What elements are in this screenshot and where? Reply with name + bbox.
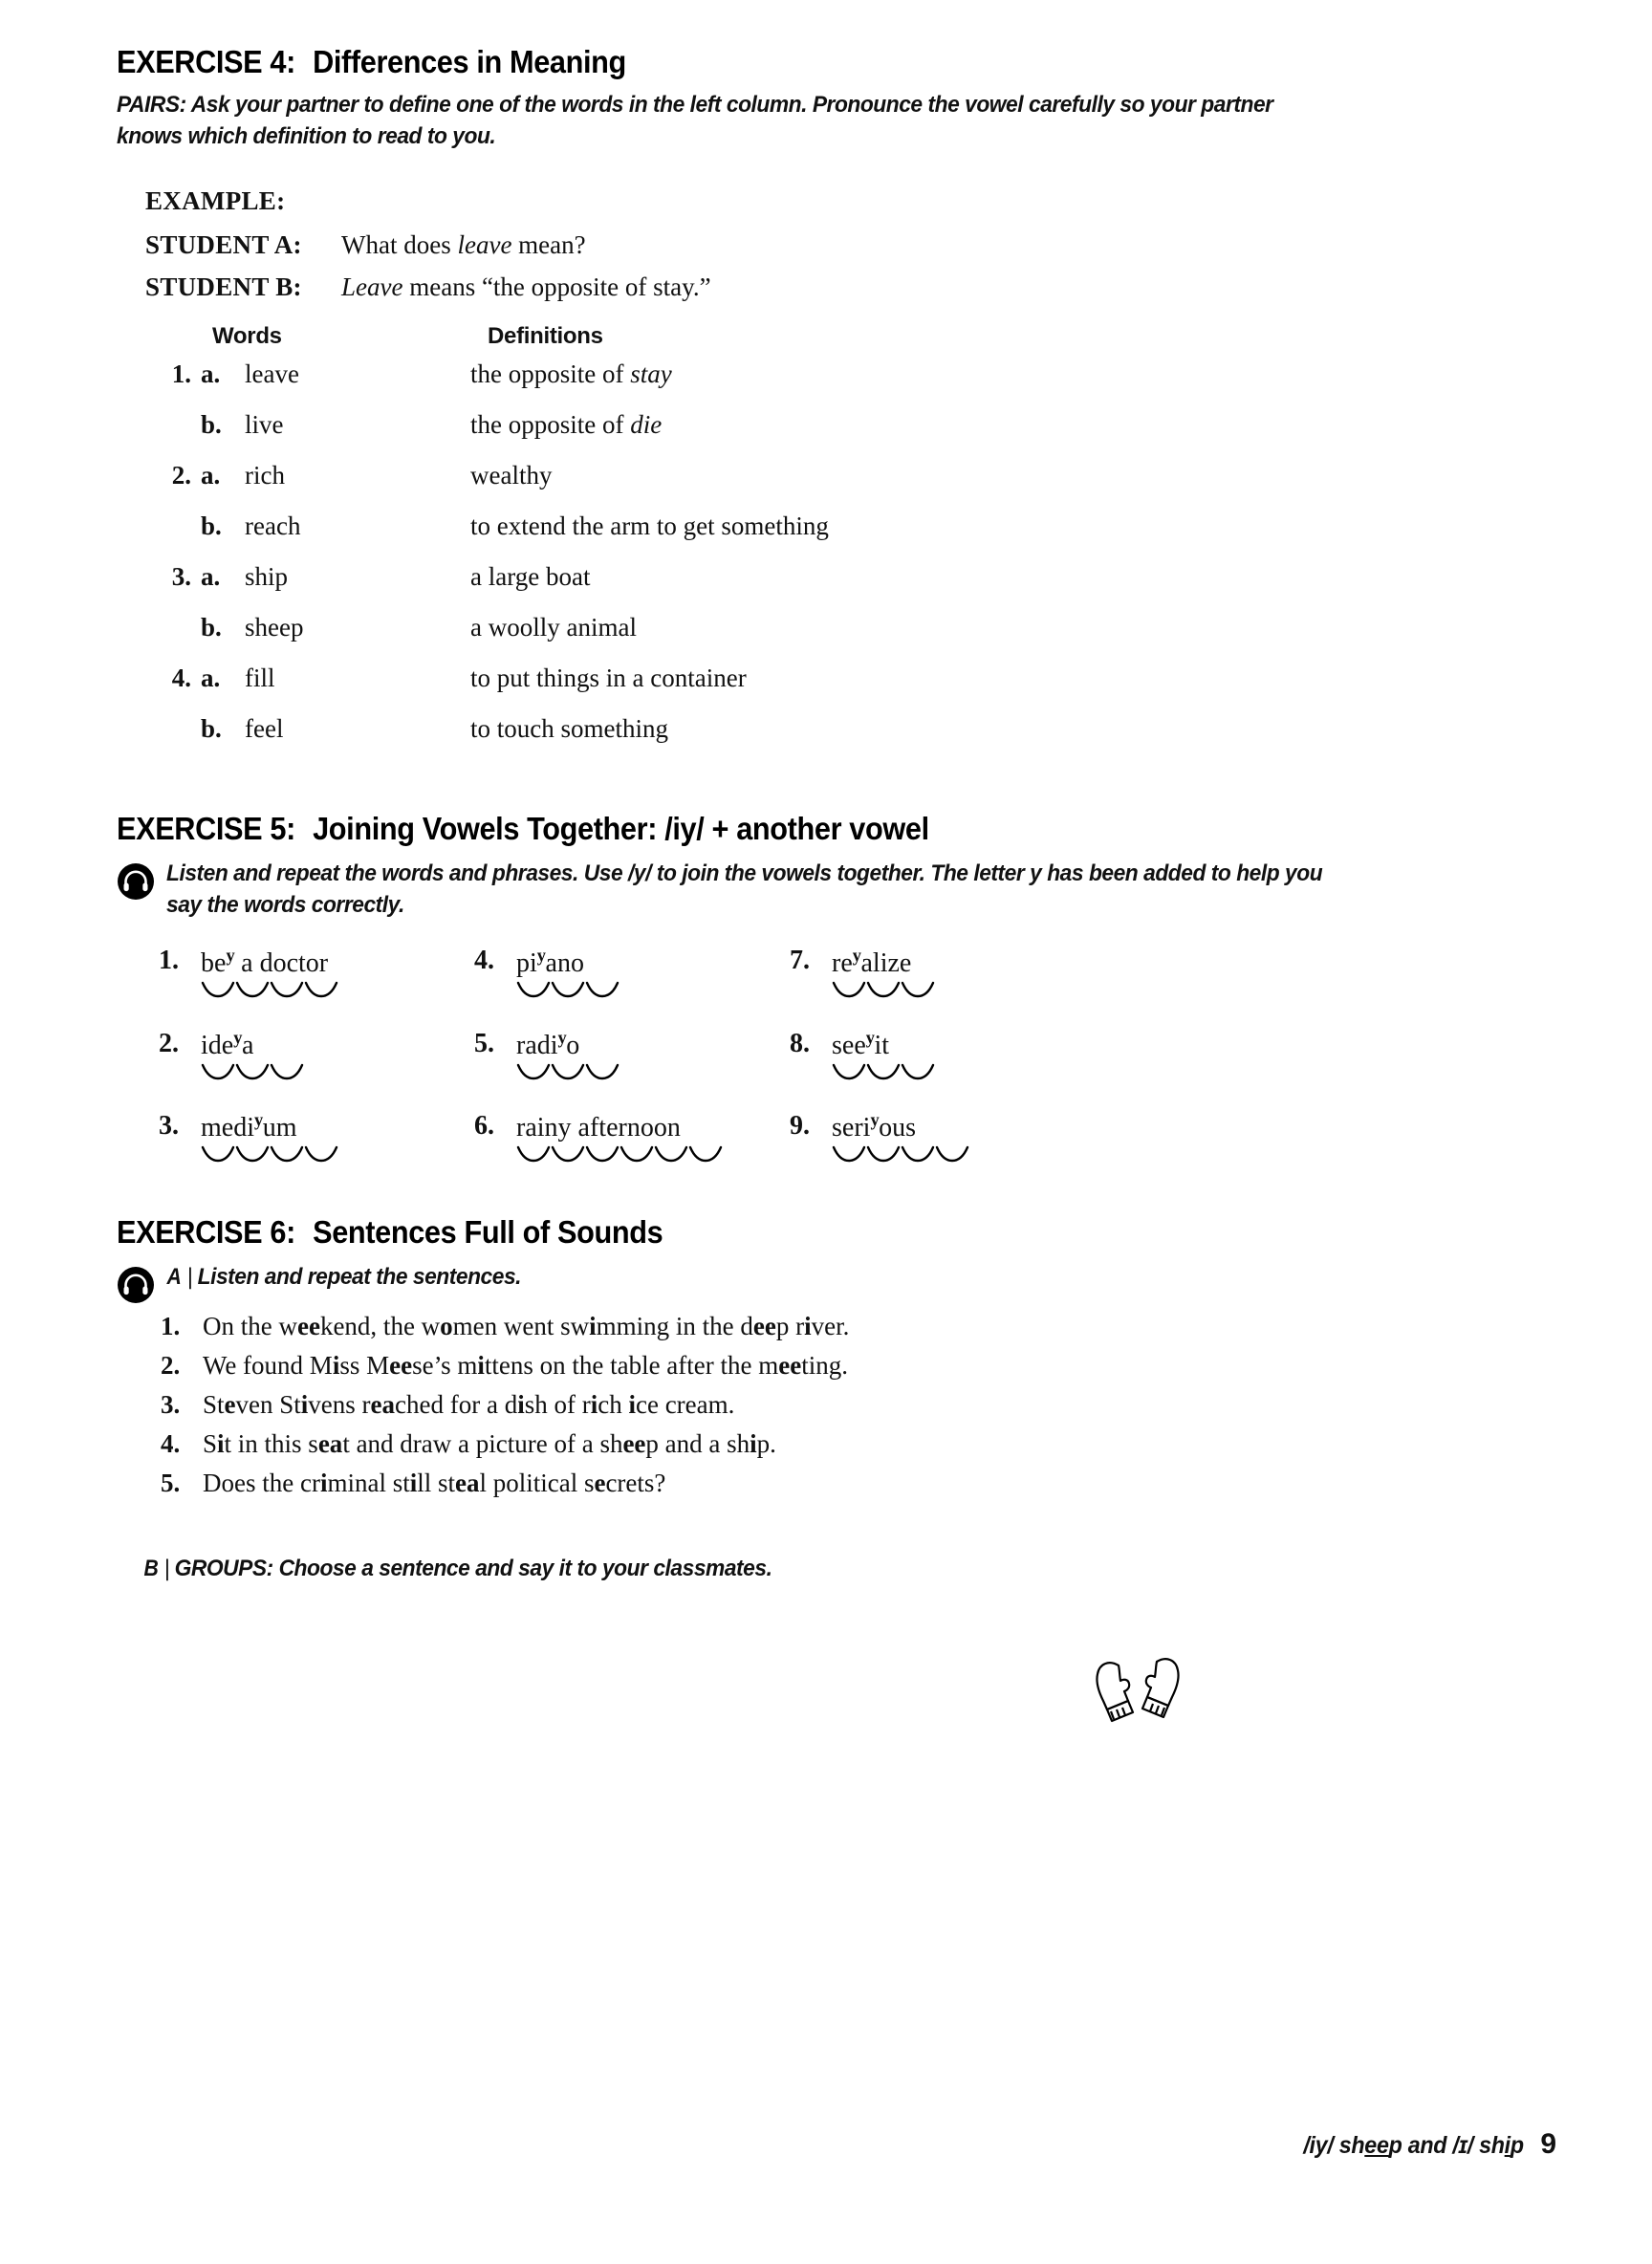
mittens-illustration [1090,1652,1190,1738]
table-row [145,410,1556,440]
row-letter: a. [201,461,221,490]
linking-arcs-icon [516,1063,623,1082]
dialog-row-student-b [145,272,1556,302]
table-row [145,664,1556,693]
table-row [145,714,1556,744]
linking-arcs-icon [832,981,939,1000]
item-number: 9. [790,1110,810,1141]
row-definition: the opposite of die [470,410,663,440]
dialog-line-text: Leave means “the opposite of stay.” [341,272,711,302]
linking-word [832,1029,889,1082]
row-definition: to extend the arm to get something [470,512,829,541]
linking-word-text: seri$^y$ous [832,1110,917,1143]
list-item [790,946,1105,999]
row-definition: to touch something [470,714,668,744]
exercise-6-heading-prefix: EXERCISE 6: [117,1214,295,1251]
exercise-4-heading-prefix: EXERCISE 4: [117,44,295,79]
row-number: 2. [171,461,191,490]
row-definition: a woolly animal [470,613,637,642]
item-number: 7. [790,946,810,976]
exercise-4-heading [117,44,1456,80]
linking-word-text: ide$^y$a [201,1028,254,1060]
row-letter: b. [201,613,222,642]
row-definition: a large boat [470,562,591,592]
dialog-speaker-label: STUDENT B: [145,272,302,302]
linking-arcs-icon [516,981,623,1000]
row-word: rich [245,461,285,490]
row-word: live [245,410,284,440]
exercise-6-part-b-block [143,1554,1556,1585]
list-item [159,1111,474,1165]
row-number: 3. [171,562,191,592]
list-item [161,1351,1556,1381]
list-item [159,1029,474,1082]
linking-word [832,1111,916,1165]
linking-word-text: radi$^y$o [516,1028,580,1060]
row-letter: b. [201,410,222,440]
table-row [145,461,1556,490]
linking-word [516,1111,681,1165]
exercise-6-part-b-line: B | GROUPS: Choose a sentence and say it to your classmates. [143,1554,772,1585]
item-number: 1. [159,946,179,976]
headphone-icon [117,862,155,901]
sentence-text: Steven Stivens reached for a dish of rich ice cream. [203,1390,735,1420]
list-item [161,1429,1556,1459]
item-number: 3. [159,1110,179,1141]
table-row [145,512,1556,541]
linking-word-text: $be^y$ a doctor [201,946,329,978]
exercise-5-linking-grid [159,946,1556,1165]
row-word: feel [245,714,284,744]
page-footer [1287,2128,1556,2161]
part-b-instruction: GROUPS: Choose a sentence and say it to your classmates. [174,1556,772,1582]
exercise-5-heading-prefix: EXERCISE 5: [117,811,295,847]
linking-word-text: $pi^yano$ [516,946,584,978]
linking-word-text: see$^y$it [832,1028,890,1060]
words-definitions-list [145,359,1556,744]
row-word: leave [245,359,299,389]
exercise-4-heading-title: Differences in Meaning [313,44,626,79]
list-item [790,1111,1105,1165]
linking-arcs-icon [516,1145,727,1165]
linking-word [201,1111,297,1165]
dialog-line-text: What does leave mean? [341,230,586,260]
dialog-speaker-label: STUDENT A: [145,230,302,260]
linking-word [516,946,584,999]
exercise-5-heading [117,811,1456,847]
page-number: 9 [1540,2128,1556,2160]
linking-word [832,946,911,999]
item-number: 4. [161,1429,181,1459]
list-item [159,946,474,999]
item-number: 3. [161,1390,181,1420]
list-item [790,1029,1105,1082]
item-number: 5. [474,1028,494,1058]
sentence-text: Does the criminal still steal political secrets? [203,1469,666,1498]
exercise-5-instruction: Listen and repeat the words and phrases. Use /y/ to join the vowels together. The letter y has been added to help you say the words correctly. [166,860,1323,918]
row-letter: a. [201,664,221,693]
table-row [145,562,1556,592]
exercise-4-instruction: PAIRS: Ask your partner to define one of the words in the left column. Pronounce the vowel carefully so your partner knows which definition to read to you. [117,92,1273,149]
linking-word [201,946,328,999]
item-number: 6. [474,1110,494,1141]
item-number: 1. [161,1312,181,1341]
linking-word-text: rainy afternoon [516,1113,681,1143]
list-item [161,1312,1556,1341]
dialog-row-student-a [145,230,1556,260]
list-item [474,1111,790,1165]
sentence-text: On the weekend, the women went swimming in the deep river. [203,1312,850,1341]
words-definitions-column-headers [145,323,1556,350]
exercise-6-part-a-line: A | Listen and repeat the sentences. [166,1262,521,1294]
linking-word-text: medi$^y$um [201,1110,297,1143]
exercise-4-example-block [145,186,1556,744]
column-header-words: Words [212,323,282,350]
row-word: fill [245,664,275,693]
row-definition: to put things in a container [470,664,747,693]
item-number: 8. [790,1028,810,1058]
row-letter: a. [201,562,221,592]
linking-arcs-icon [201,1063,308,1082]
example-label: EXAMPLE: [145,186,286,216]
item-number: 4. [474,946,494,976]
sentence-text: We found Miss Meese’s mittens on the table after the meeting. [203,1351,848,1381]
exercise-5-heading-title: Joining Vowels Together: /iy/ + another vowel [313,811,929,847]
sentence-text: Sit in this seat and draw a picture of a sheep and a ship. [203,1429,776,1459]
row-letter: b. [201,512,222,541]
linking-word [201,1029,253,1082]
item-number: 2. [159,1028,179,1058]
table-row [145,613,1556,642]
dialog-italic-word: Leave [341,272,403,302]
item-number: 5. [161,1469,181,1498]
exercise-6-heading-title: Sentences Full of Sounds [313,1214,663,1251]
row-letter: b. [201,714,222,744]
list-item [474,1029,790,1082]
list-item [161,1469,1556,1498]
headphone-icon [117,1266,155,1304]
dialog-italic-word: leave [457,230,512,260]
list-item [161,1390,1556,1420]
row-number: 1. [171,359,191,389]
linking-arcs-icon [201,981,342,1000]
exercise-5-instruction-block [117,857,1556,921]
linking-word-text: $re^yalize$ [832,946,912,978]
column-header-definitions: Definitions [488,323,603,350]
row-word: sheep [245,613,304,642]
table-row [145,359,1556,389]
item-number: 2. [161,1351,181,1381]
row-word: reach [245,512,301,541]
linking-arcs-icon [832,1145,973,1165]
part-b-label: B [143,1556,159,1582]
row-definition: wealthy [470,461,553,490]
row-word: ship [245,562,289,592]
part-a-label: A [166,1264,182,1291]
exercise-6-heading [117,1214,1456,1251]
list-item [474,946,790,999]
exercise-6-part-a-block [117,1260,1556,1298]
linking-arcs-icon [201,1145,342,1165]
row-number: 4. [171,664,191,693]
part-a-instruction: Listen and repeat the sentences. [197,1264,522,1291]
footer-running-head: /iy/ sheep and /ɪ/ ship [1302,2132,1524,2159]
exercise-6-sentence-list [161,1312,1556,1498]
row-definition: the opposite of stay [470,359,672,389]
linking-arcs-icon [832,1063,939,1082]
row-letter: a. [201,359,221,389]
linking-word [516,1029,579,1082]
